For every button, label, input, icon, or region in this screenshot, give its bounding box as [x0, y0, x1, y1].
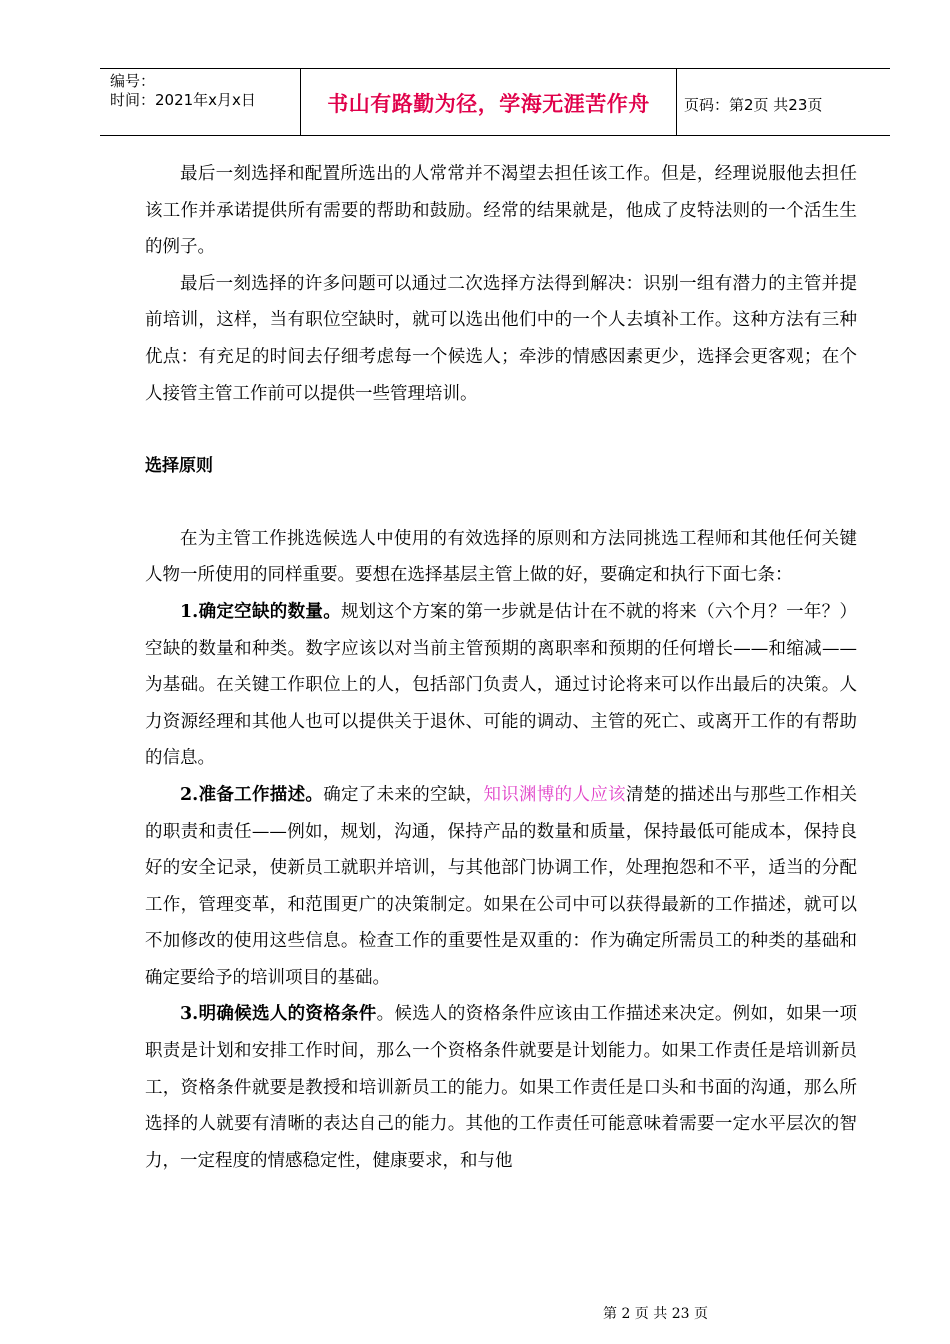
paragraph-3: 在为主管工作挑选候选人中使用的有效选择的原则和方法同挑选工程师和其他任何关键人物一所使用的同样重要。要想在选择基层主管上做的好，要确定和执行下面七条：	[145, 528, 857, 586]
item-2-highlight: 知识渊博的人应该	[483, 784, 626, 805]
header-meta-cell	[100, 69, 301, 135]
time-label: 时间：2021年x月x日	[110, 91, 256, 109]
header-page-label: 页码：第2页 共23页	[684, 96, 823, 114]
header-page-cell	[677, 69, 890, 135]
header-table	[100, 68, 890, 136]
number-label: 编号：	[110, 72, 156, 90]
list-item-2	[145, 777, 857, 997]
item-2-text: 清楚的描述出与那些工作相关的职责和责任——例如，规划，沟通，保持产品的数量和质量，保持最低可能成本，保持良好的安全记录，使新员工就职并培训，与其他部门协调工作，处理抱怨和不平，适当的分配工作，管理变革，和范围更广的决策制定。如果在公司中可以获得最新的工作描述，就可以不加修改的使用这些信息。检查工作的重要性是双重的：作为确定所需员工的种类的基础和确定要给予的培训项目的基础。	[145, 784, 858, 988]
item-1-title: 1.确定空缺的数量。	[180, 601, 341, 622]
item-3-title: 3.明确候选人的资格条件	[180, 1004, 377, 1025]
item-1-text: 规划这个方案的第一步就是估计在不就的将来（六个月？一年？）空缺的数量和种类。数字应该以对当前主管预期的离职率和预期的任何增长——和缩减——为基础。在关键工作职位上的人，包括部门负责人，通过讨论将来可以作出最后的决策。人力资源经理和其他人也可以提供关于退休、可能的调动、主管的死亡、或离开工作的有帮助的信息。	[145, 601, 857, 769]
item-3-text: 。候选人的资格条件应该由工作描述来决定。例如，如果一项职责是计划和安排工作时间，那么一个资格条件就要是计划能力。如果工作责任是培训新员工，资格条件就要是教授和培训新员工的能力。如果工作责任是口头和书面的沟通，那么所选择的人就要有清晰的表达自己的能力。其他的工作责任可能意味着需要一定水平层次的智力，一定程度的情感稳定性，健康要求，和与他	[145, 1004, 857, 1171]
item-2-title: 2.准备工作描述。	[180, 784, 324, 805]
document-body	[145, 156, 857, 1179]
header-slogan: 书山有路勤为径，学海无涯苦作舟	[327, 92, 650, 116]
paragraph-1: 最后一刻选择和配置所选出的人常常并不渴望去担任该工作。但是，经理说服他去担任该工作并承诺提供所有需要的帮助和鼓励。经常的结果就是，他成了皮特法则的一个活生生的例子。	[145, 164, 857, 258]
header-slogan-cell	[301, 69, 677, 135]
paragraph-2: 最后一刻选择的许多问题可以通过二次选择方法得到解决：识别一组有潜力的主管并提前培训，这样，当有职位空缺时，就可以选出他们中的一个人去填补工作。这种方法有三种优点：有充足的时间去仔细考虑每一个候选人；牵涉的情感因素更少，选择会更客观；在个人接管主管工作前可以提供一些管理培训。	[145, 273, 857, 404]
list-item-3	[145, 996, 857, 1179]
section-heading: 选择原则	[145, 456, 213, 477]
list-item-1	[145, 594, 857, 777]
footer-page-number: 第 2 页 共 23 页	[603, 1306, 708, 1322]
item-2-pre: 确定了未来的空缺，	[323, 784, 484, 805]
